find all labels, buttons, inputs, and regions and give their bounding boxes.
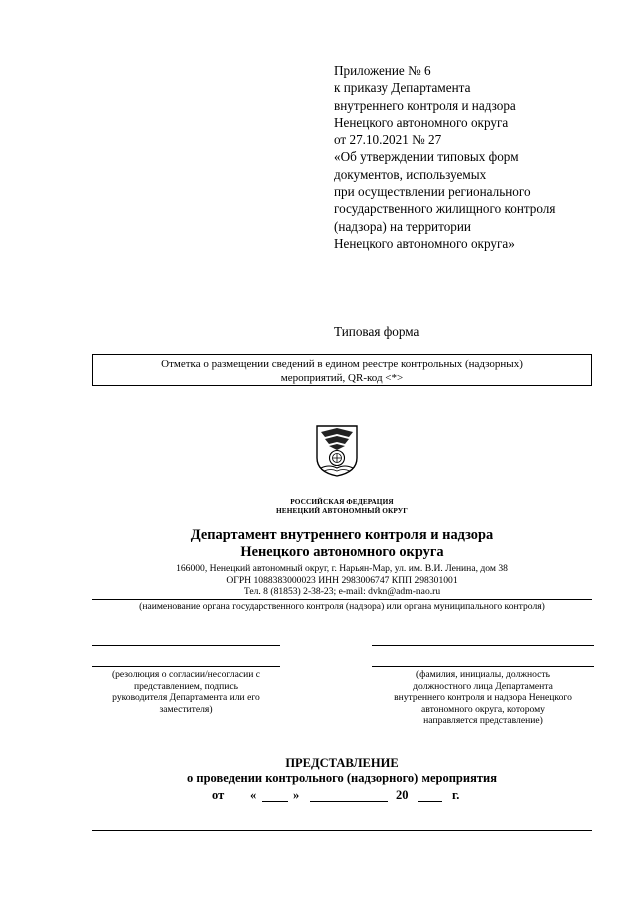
- date-year-suffix: г.: [452, 788, 460, 802]
- appendix-line: государственного жилищного контроля: [334, 201, 556, 217]
- contacts-line: Тел. 8 (81853) 2-38-23; e-mail: dvkn@adm-nao.ru: [243, 586, 441, 598]
- form-type-label: Типовая форма: [334, 324, 420, 339]
- appendix-line: (надзора) на территории: [334, 218, 471, 234]
- caption-line: внутреннего контроля и надзора Ненецкого: [394, 692, 572, 704]
- federation-heading: [200, 497, 484, 515]
- department-line: Департамент внутреннего контроля и надзора: [190, 527, 494, 543]
- date-close-quote: »: [293, 788, 300, 802]
- title-sub: о проведении контрольного (надзорного) мероприятия: [187, 771, 497, 785]
- title-main: ПРЕДСТАВЛЕНИЕ: [285, 756, 399, 770]
- appendix-line: при осуществлении регионального: [334, 184, 531, 200]
- appendix-line: к приказу Департамента: [334, 80, 471, 96]
- addressee-line-2: [372, 666, 594, 667]
- qr-box-line: мероприятий, QR-код <*>: [280, 372, 404, 384]
- org-caption: (наименование органа государственного контроля (надзора) или органа муниципального контроля): [139, 601, 545, 612]
- qr-registry-box: [92, 354, 592, 386]
- document-title: [100, 756, 584, 786]
- address-line: 166000, Ненецкий автономный округ, г. Нарьян-Мар, ул. им. В.И. Ленина, дом 38: [176, 563, 508, 574]
- appendix-line: внутреннего контроля и надзора: [334, 97, 516, 113]
- caption-line: руководителя Департамента или его: [112, 692, 260, 704]
- appendix-line: Ненецкого автономного округа»: [334, 235, 515, 251]
- caption-line: представлением, подпись: [133, 680, 239, 692]
- caption-line: (фамилия, инициалы, должность: [415, 669, 550, 680]
- department-line: Ненецкого автономного округа: [240, 544, 444, 560]
- date-from-label: от: [212, 788, 225, 802]
- caption-line: заместителя): [159, 703, 213, 715]
- month-blank[interactable]: [310, 801, 388, 802]
- date-line: [100, 788, 584, 804]
- date-century: 20: [396, 788, 409, 802]
- appendix-line: Приложение № 6: [334, 63, 431, 78]
- caption-line: должностного лица Департамента: [413, 680, 553, 692]
- department-contacts: [100, 563, 584, 598]
- resolution-line-2: [92, 666, 280, 667]
- bottom-rule: [92, 830, 592, 831]
- resolution-caption: [92, 669, 280, 715]
- addressee-line-1: [372, 645, 594, 646]
- ogrn-line: ОГРН 1088383000023 ИНН 2983006747 КПП 298301001: [226, 574, 458, 586]
- caption-line: (резолюция о согласии/несогласии с: [111, 669, 261, 680]
- coat-of-arms-icon: [315, 424, 359, 478]
- date-open-quote: «: [250, 788, 257, 802]
- caption-line: направляется представление): [423, 715, 543, 727]
- federation-name: РОССИЙСКАЯ ФЕДЕРАЦИЯ: [290, 497, 394, 506]
- day-blank[interactable]: [262, 801, 288, 802]
- appendix-line: документов, используемых: [334, 166, 487, 182]
- appendix-line: от 27.10.2021 № 27: [334, 132, 442, 148]
- department-name: [100, 527, 584, 561]
- appendix-line: Ненецкого автономного округа: [334, 114, 509, 130]
- okrug-name: НЕНЕЦКИЙ АВТОНОМНЫЙ ОКРУГ: [275, 506, 409, 515]
- caption-line: автономного округа, которому: [421, 703, 545, 715]
- year-blank[interactable]: [418, 801, 442, 802]
- org-underline: [92, 599, 592, 600]
- resolution-line-1: [92, 645, 280, 646]
- addressee-caption: [372, 669, 594, 727]
- appendix-line: «Об утверждении типовых форм: [334, 149, 519, 165]
- qr-box-line: Отметка о размещении сведений в едином реестре контрольных (надзорных): [161, 358, 523, 370]
- appendix-block: [334, 62, 624, 252]
